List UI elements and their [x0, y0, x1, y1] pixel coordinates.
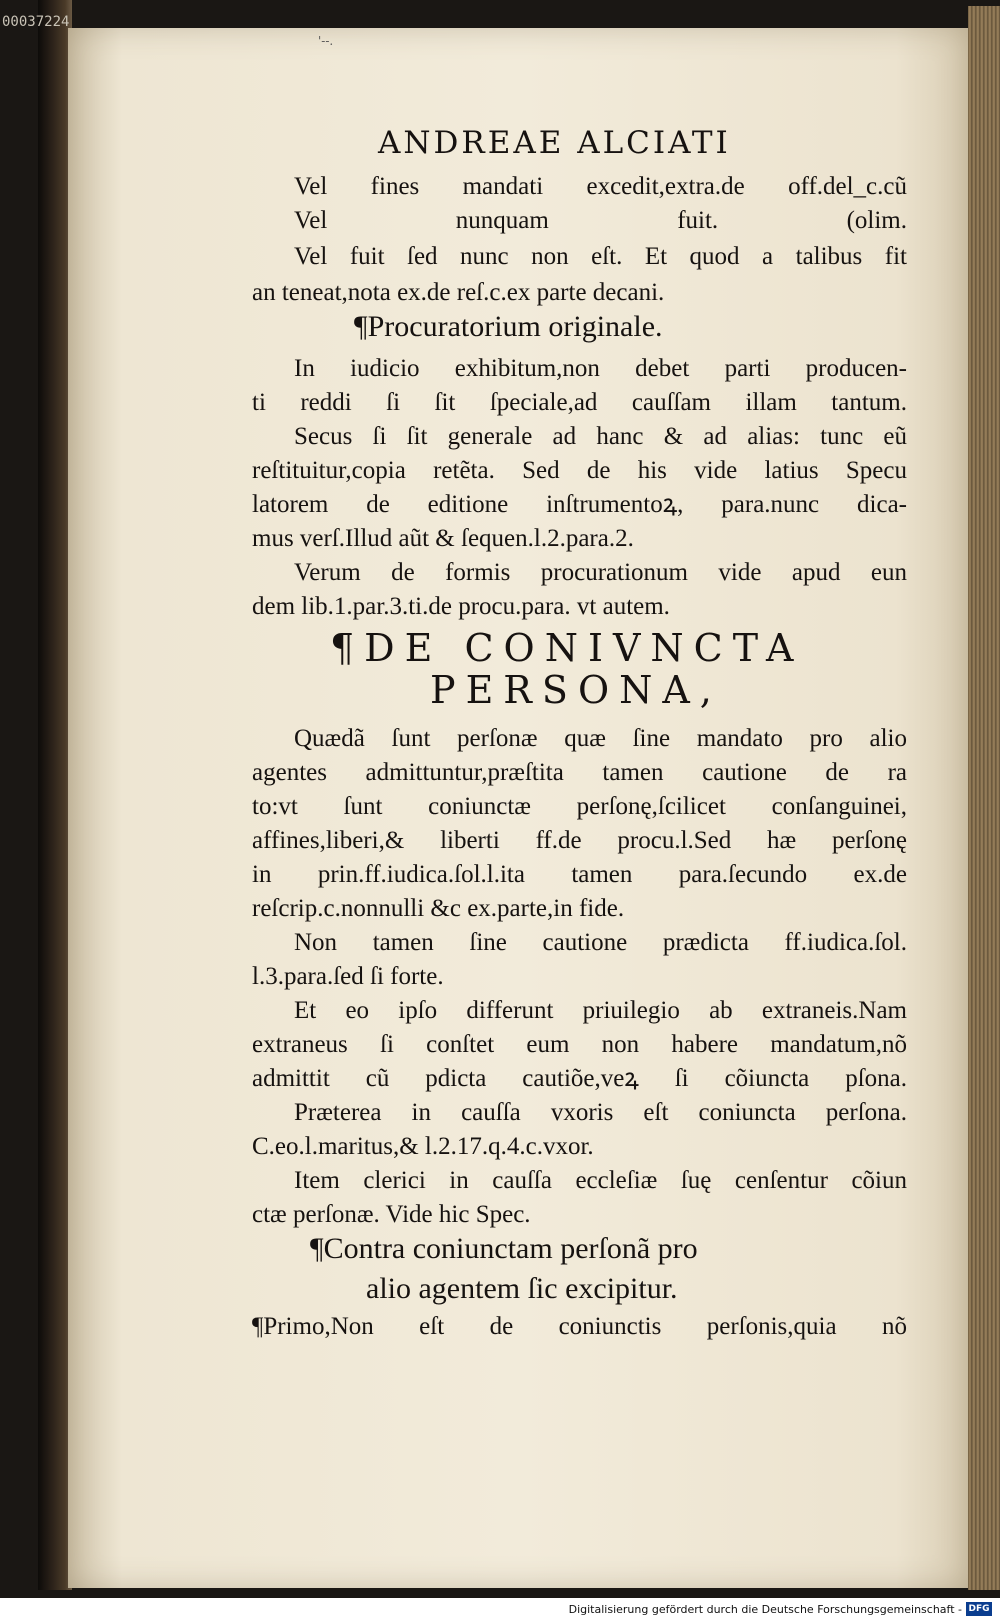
text-line: admittit cũ pdicta cautiõe,veꝝ ſi cõiuncta pſona.: [252, 1065, 907, 1092]
section-heading: alio agentem ſic excipitur.: [366, 1272, 678, 1305]
text-line: ¶Primo,Non eſt de coniunctis perſonis,quia nõ: [252, 1313, 907, 1340]
text-line: C.eo.l.maritus,& l.2.17.q.4.c.vxor.: [252, 1133, 594, 1160]
text-line: Vel fines mandati excedit,extra.de off.del_c.cũ: [294, 173, 907, 200]
section-heading: ¶Contra coniunctam perſonã pro: [310, 1232, 698, 1265]
footer-credit: Digitalisierung gefördert durch die Deutsche Forschungsgemeinschaft -: [568, 1603, 962, 1616]
text-line: Et eo ipſo differunt priuilegio ab extraneis.Nam: [294, 997, 907, 1024]
text-line: Secus ſi ſit generale ad hanc & ad alias: tunc eũ: [294, 423, 907, 450]
chapter-heading: ¶DE CONIVNCTA: [330, 626, 804, 670]
text-line: reſcrip.c.nonnulli &c ex.parte,in fide.: [252, 895, 625, 922]
section-heading: ¶Procuratorium originale.: [354, 310, 663, 343]
text-line: latorem de editione inſtrumentoꝝ, para.nunc dica-: [252, 491, 907, 518]
text-line: Vel fuit ſed nunc non eſt. Et quod a talibus fit: [294, 243, 907, 270]
top-mark: '--.: [318, 34, 334, 48]
text-line: Item clerici in cauſſa eccleſiæ ſuę cenſentur cõiun: [294, 1167, 907, 1194]
text-line: Verum de formis procurationum vide apud eun: [294, 559, 907, 586]
text-line: Non tamen ſine cautione prædicta ff.iudica.ſol.: [294, 929, 907, 956]
text-line: Quædã ſunt perſonæ quæ ſine mandato pro alio: [294, 725, 907, 752]
text-line: In iudicio exhibitum,non debet parti producen-: [294, 355, 907, 382]
text-line: Præterea in cauſſa vxoris eſt coniuncta perſona.: [294, 1099, 907, 1126]
chapter-heading: PERSONA,: [430, 668, 722, 712]
scan-id: 00037224: [2, 14, 70, 30]
text-line: Vel nunquam fuit. (olim.: [294, 207, 907, 234]
text-line: affines,liberi,& liberti ff.de procu.l.Sed hæ perſonę: [252, 827, 907, 854]
text-line: reſtituitur,copia retẽta. Sed de his vide latius Specu: [252, 457, 907, 484]
text-line: to:vt ſunt coniunctæ perſonę,ſcilicet conſanguinei,: [252, 793, 907, 820]
text-line: dem lib.1.par.3.ti.de procu.para. vt autem.: [252, 593, 670, 620]
running-head: ANDREAE ALCIATI: [378, 125, 731, 161]
text-line: agentes admittuntur,præſtita tamen cautione de ra: [252, 759, 907, 786]
text-line: an teneat,nota ex.de reſ.c.ex parte decani.: [252, 279, 665, 306]
text-line: mus verſ.Illud aũt & ſequen.l.2.para.2.: [252, 525, 634, 552]
text-line: l.3.para.ſed ſi forte.: [252, 963, 444, 990]
page-edges: [968, 6, 1000, 1590]
text-line: ctæ perſonæ. Vide hic Spec.: [252, 1201, 531, 1228]
text-line: extraneus ſi conſtet eum non habere mandatum,nõ: [252, 1031, 907, 1058]
dfg-logo: DFG: [966, 1602, 992, 1616]
text-line: in prin.ff.iudica.ſol.l.ita tamen para.ſecundo ex.de: [252, 861, 907, 888]
text-line: ti reddi ſi ſit ſpeciale,ad cauſſam illam tantum.: [252, 389, 907, 416]
book-binding: [38, 0, 72, 1590]
